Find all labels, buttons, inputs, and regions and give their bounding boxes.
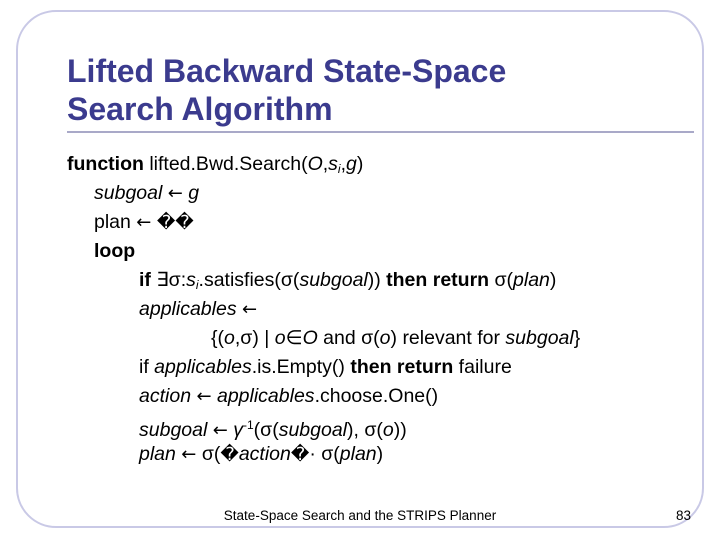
placeholder-glyph: � [290, 444, 310, 465]
assign-arrow-icon: ← [242, 299, 258, 320]
close-paren: ) [356, 153, 364, 175]
assign-arrow-icon: ← [136, 212, 152, 233]
var-applicables: applicables [154, 356, 252, 378]
param-s: s [328, 153, 338, 175]
close-parens: )) [367, 269, 387, 291]
placeholder-glyph: � [220, 444, 239, 465]
page-number: 83 [676, 508, 692, 523]
title-divider [67, 131, 694, 133]
close-paren: ) [376, 443, 384, 465]
var-o: o [379, 327, 391, 349]
relevant-for: ) relevant for [390, 327, 506, 349]
comma: , [340, 153, 346, 175]
set-sigma: ,σ) | [234, 327, 275, 349]
keyword-if: if [139, 269, 151, 291]
function-name: lifted.Bwd.Search( [143, 153, 308, 175]
var-subgoal: subgoal [299, 269, 368, 291]
var-subgoal: subgoal [278, 419, 348, 441]
gamma-inverse-superscript: -1 [243, 418, 254, 432]
slide-title [67, 52, 627, 128]
code-line-plan-init [94, 208, 194, 237]
var-plan: plan [94, 211, 137, 233]
comma: , [322, 153, 329, 175]
sigma-open: σ( [489, 269, 514, 291]
assign-arrow-icon: ← [212, 420, 228, 441]
keyword-then-return: then return [386, 269, 490, 291]
slide-footer: State-Space Search and the STRIPS Planner [223, 508, 497, 523]
choose-one-call: .choose.One() [314, 385, 439, 407]
code-line-applicables [139, 295, 257, 324]
concat-sigma: · σ( [309, 443, 340, 465]
keyword-function: function [67, 153, 144, 175]
var-plan: plan [513, 269, 550, 291]
code-line-action [139, 382, 438, 411]
plan-empty-placeholder: �� [156, 212, 194, 233]
param-O: O [307, 153, 323, 175]
assign-arrow-icon: ← [167, 183, 183, 204]
close-paren: ) [549, 269, 557, 291]
sigma-open: σ( [201, 443, 221, 465]
code-line-subgoal-init [94, 179, 199, 208]
assign-arrow-icon: ← [181, 444, 197, 465]
code-line-plan-update [139, 440, 383, 469]
keyword-if: if [139, 356, 155, 378]
param-g: g [346, 153, 357, 175]
var-g: g [188, 182, 200, 204]
element-of-symbol: ∈ [285, 327, 303, 349]
satisfies-call: .satisfies(σ( [198, 269, 300, 291]
failure-value: failure [453, 356, 512, 378]
gamma-args-mid: ), σ( [347, 419, 383, 441]
assign-arrow-icon: ← [196, 386, 212, 407]
gamma-args-open: (σ( [253, 419, 279, 441]
set-close: } [573, 327, 581, 349]
title-line-1: Lifted Backward State-Space [67, 53, 507, 89]
var-applicables: applicables [139, 298, 237, 320]
and-sigma: and σ( [317, 327, 380, 349]
var-action: action [238, 443, 291, 465]
var-subgoal: subgoal [94, 182, 163, 204]
var-o: o [224, 327, 235, 349]
var-action: action [139, 385, 192, 407]
gamma-symbol: γ [233, 419, 243, 441]
is-empty-call: .is.Empty() [251, 356, 351, 378]
var-plan: plan [339, 443, 377, 465]
var-s: s [186, 269, 196, 291]
set-open: {( [211, 327, 225, 349]
title-line-2: Search Algorithm [67, 91, 333, 127]
var-s-subscript: i [195, 278, 199, 292]
var-o: o [274, 327, 286, 349]
var-subgoal: subgoal [505, 327, 574, 349]
gamma-args-close: )) [393, 419, 407, 441]
code-line-if-empty [139, 353, 512, 382]
var-applicables: applicables [216, 385, 315, 407]
code-line-loop: loop [94, 240, 136, 262]
code-line-applicables-set [211, 324, 580, 353]
var-O: O [302, 327, 318, 349]
exists-sigma: ∃σ: [150, 269, 187, 291]
param-s-subscript: i [337, 162, 341, 176]
keyword-then-return: then return [350, 356, 454, 378]
var-subgoal: subgoal [139, 419, 208, 441]
var-o: o [382, 419, 394, 441]
var-plan: plan [139, 443, 176, 465]
